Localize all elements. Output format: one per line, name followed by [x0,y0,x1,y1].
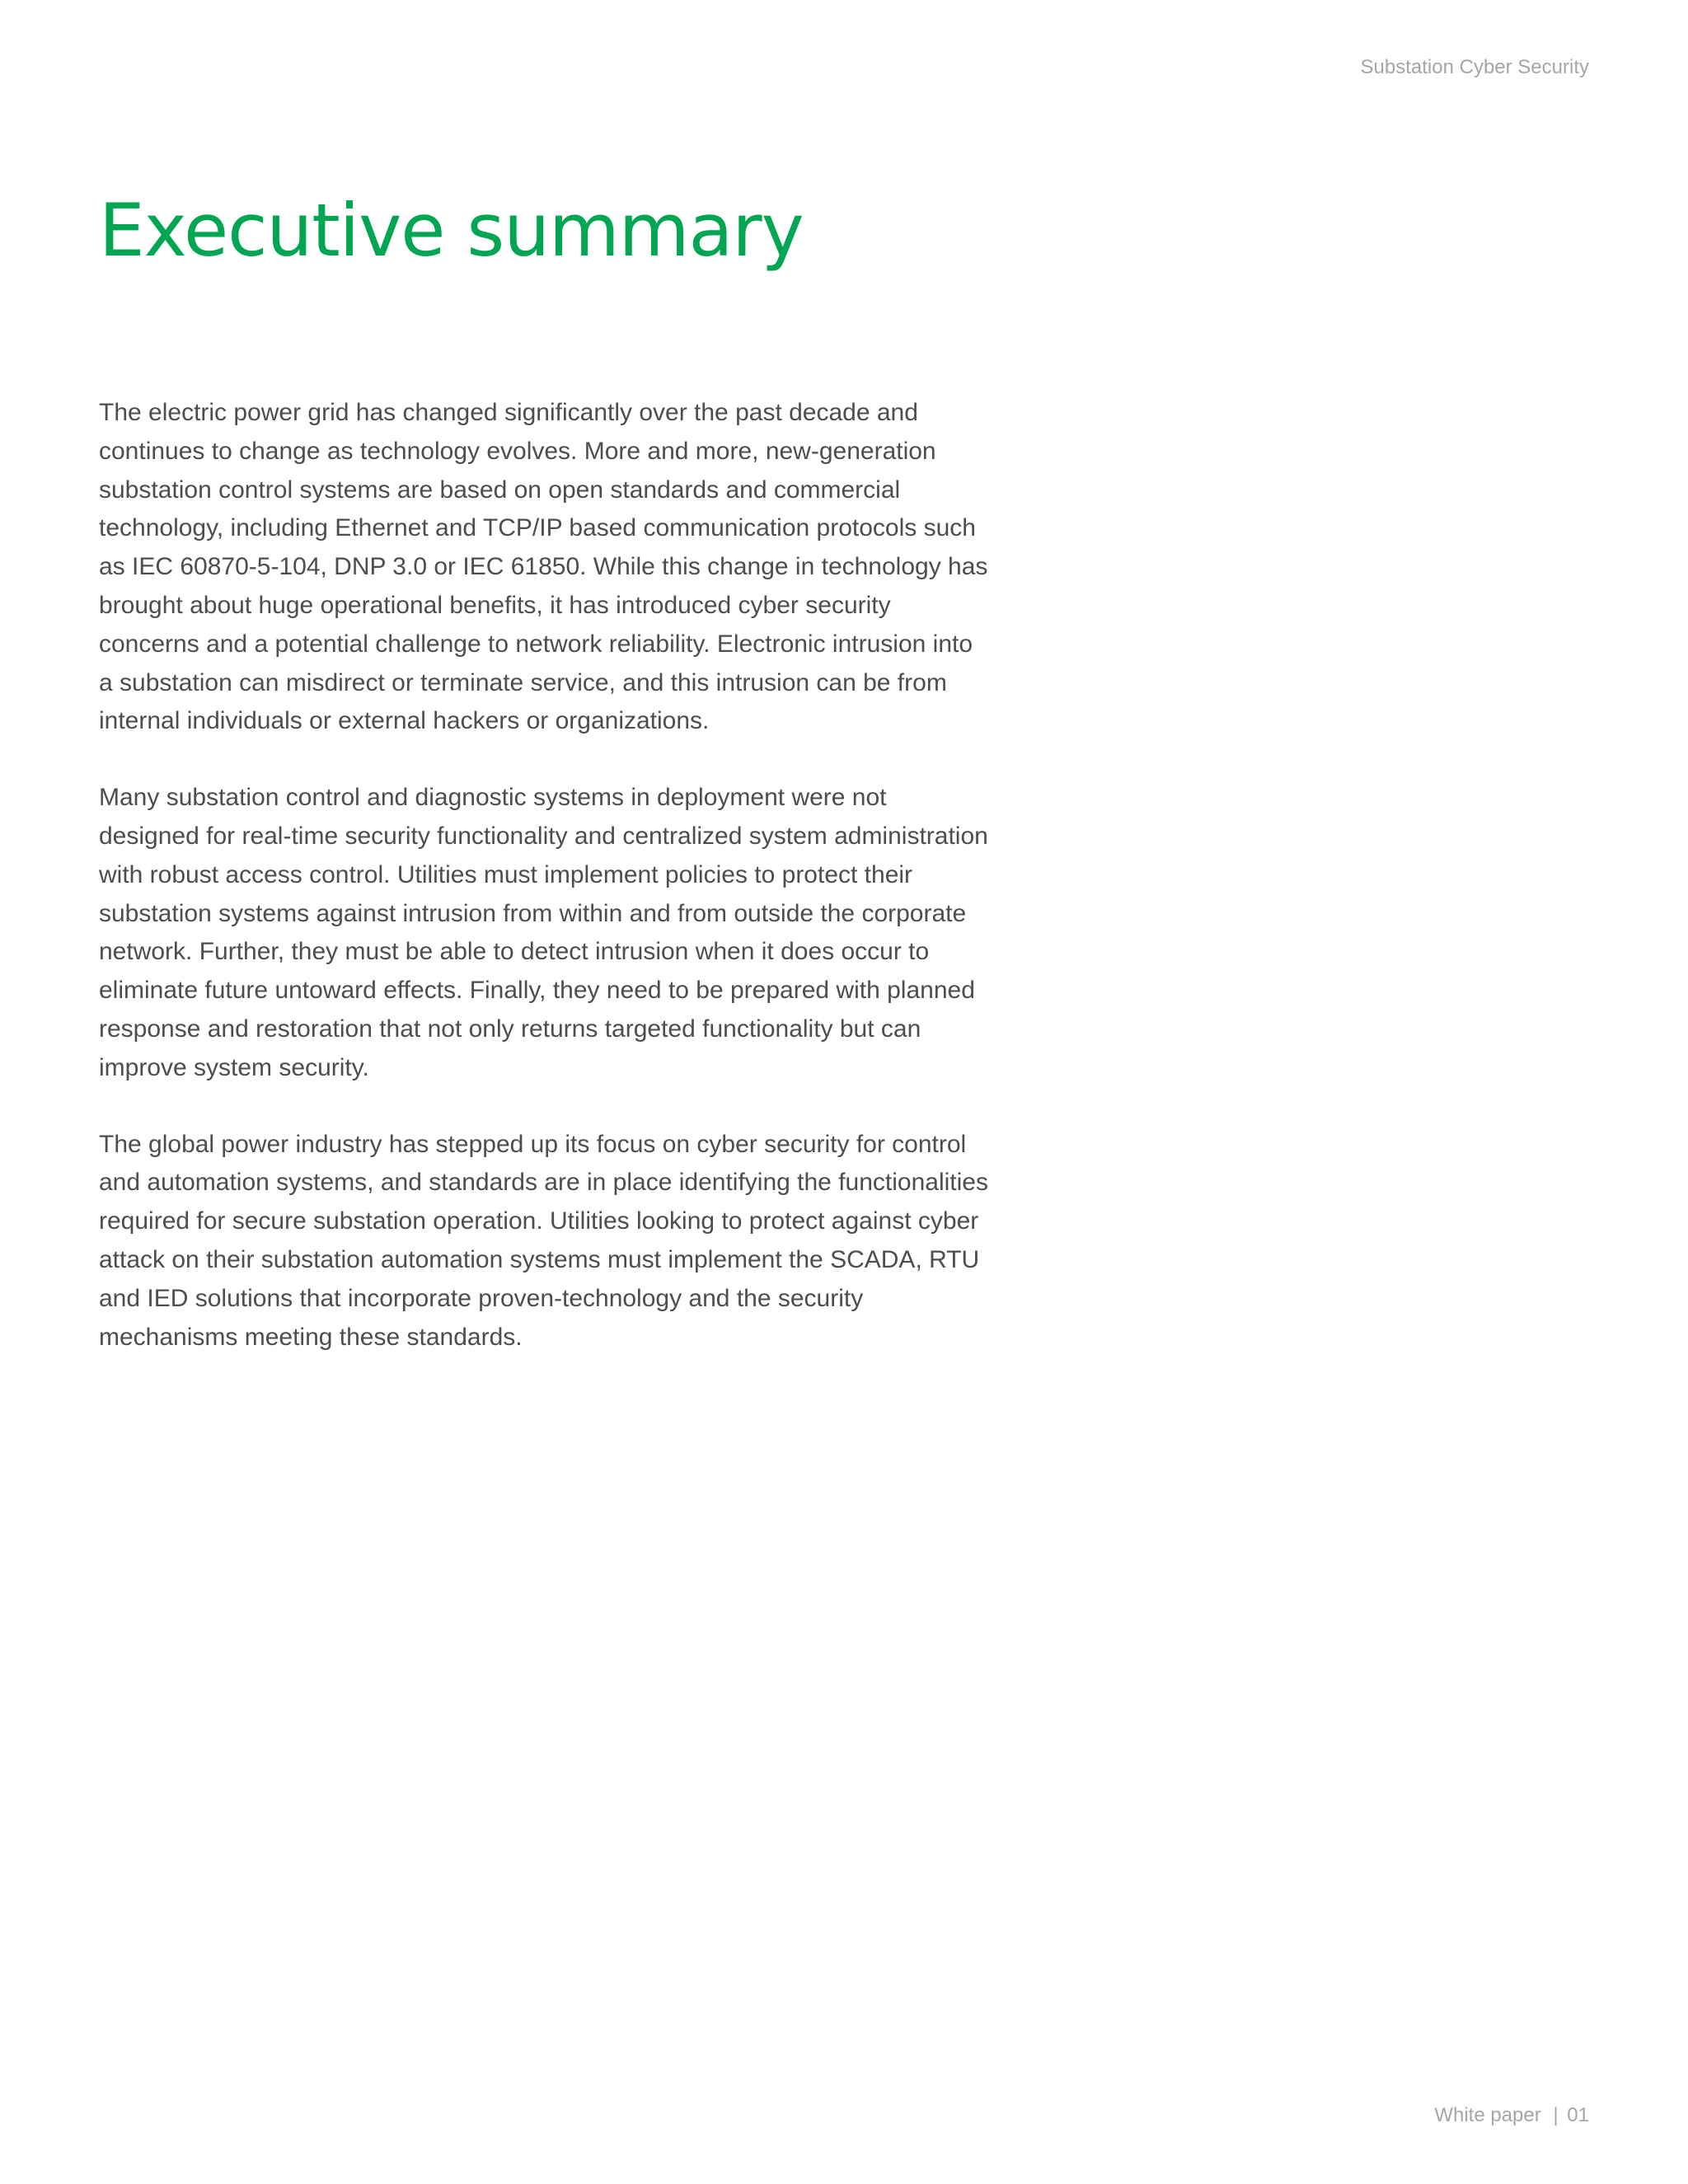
page-footer [1434,2104,1589,2127]
page-number: 01 [1567,2104,1589,2126]
body-text [99,394,989,1357]
paragraph: Many substation control and diagnostic systems in deployment were not designed for real-time security functionality and centralized system administration with robust access control. Utilities must implement policies to protect their substation systems against intrusion from within and from outside the corporate network. Further, they must be able to detect intrusion when it does occur to eliminate future untoward effects. Finally, they need to be prepared with planned response and restoration that not only returns targeted functionality but can improve system security. [99,784,988,1081]
paragraph: The global power industry has stepped up its focus on cyber security for control and automation systems, and standards are in place identifying the functionalities required for secure substation operation. Utilities looking to protect against cyber attack on their substation automation systems must implement the SCADA, RTU and IED solutions that incorporate proven-technology and the security mechanisms meeting these standards. [99,1130,988,1351]
footer-separator: | [1553,2104,1559,2126]
paragraph: The electric power grid has changed significantly over the past decade and continues to change as technology evolves. More and more, new-generation substation control systems are based on open standards and commercial technology, including Ethernet and TCP/IP based communication protocols such as IEC 60870-5-104, DNP 3.0 or IEC 61850. While this change in technology has brought about huge operational benefits, it has introduced cyber security concerns and a potential challenge to network reliability. Electronic intrusion into a substation can misdirect or terminate service, and this intrusion can be from internal individuals or external hackers or organizations. [99,399,988,735]
page-title: Executive summary [99,188,804,273]
footer-doc-type: White paper [1434,2104,1541,2126]
running-header: Substation Cyber Security [1360,56,1589,78]
